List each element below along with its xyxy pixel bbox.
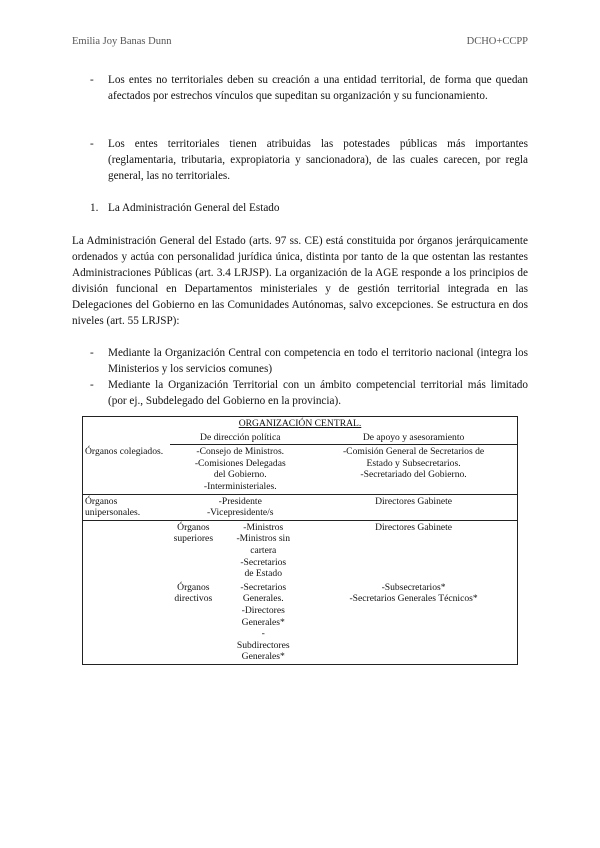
cell-line: -Ministros	[243, 521, 284, 533]
cell-line: Estado y Subsecretarios.	[366, 457, 461, 469]
cell-line: -Secretarios Generales Técnicos*	[349, 593, 478, 605]
row-spacer	[83, 581, 171, 665]
cell-line: directivos	[174, 593, 213, 605]
header-course: DCHO+CCPP	[466, 36, 528, 47]
table-title: ORGANIZACIÓN CENTRAL.	[83, 417, 518, 431]
cell-superiores-direccion	[216, 520, 310, 580]
list-item-text: Los entes territoriales tienen atribuidas las potestades públicas más importantes (reglamentaria, tributaria, expropiatoria y sancionadora), de las cuales carecen, por regla general, las no territoriales.	[108, 138, 528, 182]
cell-superiores-apoyo: Directores Gabinete	[310, 520, 517, 580]
organization-table	[82, 416, 518, 665]
section-number: 1.	[90, 202, 99, 214]
cell-line: -Secretarios	[240, 556, 287, 568]
table-header-direccion: De dirección política	[170, 431, 310, 445]
cell-line: -Interministeriales.	[203, 480, 277, 492]
table-header-empty	[83, 431, 171, 445]
cell-line: -Comisiones Delegadas	[194, 457, 286, 469]
cell-line: -Ministros sin	[236, 533, 291, 545]
cell-line: cartera	[250, 544, 277, 556]
header-author: Emilia Joy Banas Dunn	[72, 36, 172, 47]
bullet-dash: -	[90, 138, 94, 150]
cell-line: Generales*	[241, 616, 285, 628]
table-header-apoyo: De apoyo y asesoramiento	[310, 431, 517, 445]
list-item	[90, 377, 528, 409]
row-label-directivos	[170, 581, 216, 665]
list-item-text: Mediante la Organización Territorial con un ámbito competencial territorial más limitado (por ej., Subdelegado del Gobierno en la provincia).	[108, 379, 528, 407]
cell-line: Órganos	[177, 521, 210, 533]
cell-line: Órganos	[177, 581, 210, 593]
cell-line: -Secretarios	[240, 581, 287, 593]
cell-line: -Subsecretarios*	[381, 581, 446, 593]
bullet-dash: -	[90, 347, 94, 359]
list-item	[90, 72, 528, 104]
row-label-superiores	[170, 520, 216, 580]
section-title: La Administración General del Estado	[108, 202, 280, 214]
bullet-dash: -	[90, 379, 94, 391]
list-item	[90, 136, 528, 184]
cell-directivos-apoyo	[310, 581, 517, 665]
cell-unipersonales-direccion	[170, 494, 310, 520]
cell-line: -Consejo de Ministros.	[196, 446, 285, 458]
cell-line: superiores	[173, 533, 214, 545]
cell-colegiados-apoyo	[310, 445, 517, 494]
cell-line: -Comisión General de Secretarios de	[342, 446, 485, 458]
list-item-text: Los entes no territoriales deben su creación a una entidad territorial, de forma que quedan afectados por estrechos vínculos que supeditan su organización y su funcionamiento.	[108, 74, 528, 102]
cell-line: Generales*	[241, 651, 285, 663]
row-spacer	[83, 520, 171, 580]
cell-unipersonales-apoyo: Directores Gabinete	[310, 494, 517, 520]
row-label-colegiados: Órganos colegiados.	[83, 445, 171, 494]
cell-line: -Secretariado del Gobierno.	[360, 469, 467, 481]
cell-line: Subdirectores	[236, 639, 290, 651]
cell-directivos-direccion	[216, 581, 310, 665]
cell-line: -Directores	[241, 604, 285, 616]
section-heading	[90, 202, 280, 214]
list-item	[90, 345, 528, 377]
bullet-dash: -	[90, 74, 94, 86]
row-label-unipersonales: Órganos unipersonales.	[83, 494, 171, 520]
cell-line: de Estado	[244, 568, 283, 580]
cell-line: Generales.	[242, 593, 284, 605]
cell-colegiados-direccion	[170, 445, 310, 494]
cell-line: -	[261, 628, 265, 640]
list-item-text: Mediante la Organización Central con competencia en todo el territorio nacional (integra los Ministerios y los servicios comunes)	[108, 347, 528, 375]
cell-line: -Vicepresidente/s	[206, 507, 274, 519]
body-paragraph: La Administración General del Estado (arts. 97 ss. CE) está constituida por órganos jerárquicamente ordenados y actúa con personalidad jurídica única, distinta por tanto de la que ostentan las restantes Administraciones Públicas (art. 3.4 LRJSP). La organización de la AGE responde a los principios de división funcional en Departamentos ministeriales y de gestión territorial integrada en las Delegaciones del Gobierno en las Comunidades Autónomas, salvo excepciones. Se estructura en dos niveles (art. 55 LRJSP):	[72, 235, 528, 327]
cell-line: -Presidente	[218, 495, 262, 507]
cell-line: del Gobierno.	[213, 469, 267, 481]
